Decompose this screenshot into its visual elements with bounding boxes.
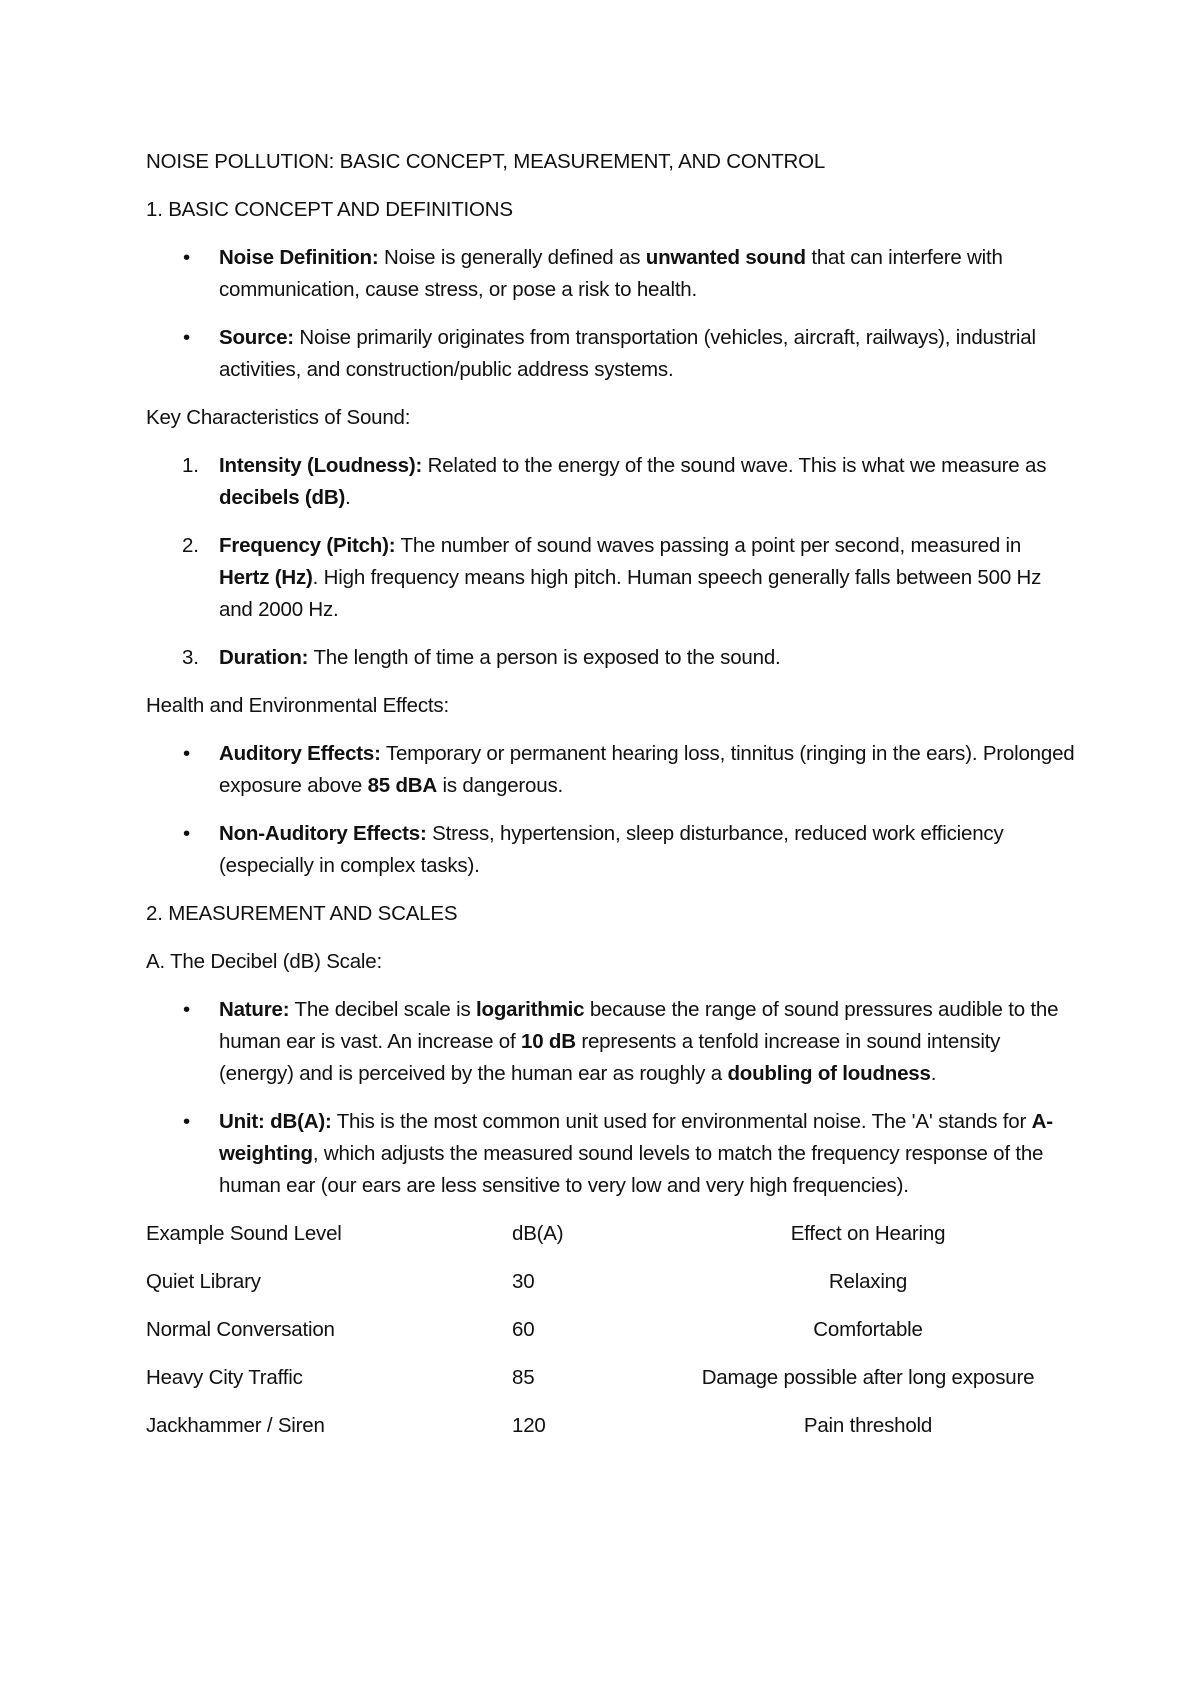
bullet-marker: • <box>183 326 190 349</box>
table-cell: Quiet Library <box>146 1270 261 1293</box>
table-cell: 60 <box>512 1318 535 1341</box>
table-row <box>146 1410 1076 1442</box>
section-1-heading: 1. BASIC CONCEPT AND DEFINITIONS <box>146 198 513 221</box>
item-text: because the range of sound pressures audible to the human ear is vast. An increase of <box>219 998 1059 1053</box>
decibel-scale-heading: A. The Decibel (dB) Scale: <box>146 950 382 973</box>
item-emphasis: A-weighting <box>219 1110 1053 1165</box>
number-marker: 2. <box>182 534 199 557</box>
item-text: is dangerous. <box>437 774 563 797</box>
item-text: The decibel scale is <box>289 998 477 1021</box>
item-label: Duration: <box>219 646 309 669</box>
table-cell: Normal Conversation <box>146 1318 335 1341</box>
table-cell: Jackhammer / Siren <box>146 1414 325 1437</box>
table-cell: Relaxing <box>828 1270 908 1293</box>
list-item <box>146 322 1076 386</box>
item-text: that can interfere with communication, cause stress, or pose a risk to health. <box>219 246 1003 301</box>
item-text: The number of sound waves passing a point per second, measured in <box>395 534 1022 557</box>
item-text: Noise primarily originates from transportation (vehicles, aircraft, railways), industrial activities, and construction/public address systems. <box>219 326 1036 381</box>
table-cell: Comfortable <box>813 1318 923 1341</box>
item-label: Source: <box>219 326 294 349</box>
list-item <box>146 818 1076 882</box>
item-emphasis: 10 dB <box>521 1030 576 1053</box>
list-item <box>146 530 1076 626</box>
definitions-list <box>146 242 1076 386</box>
table-cell: Pain threshold <box>803 1414 933 1437</box>
characteristics-heading: Key Characteristics of Sound: <box>146 406 411 429</box>
number-marker: 3. <box>182 646 199 669</box>
table-header-cell: Example Sound Level <box>146 1222 342 1245</box>
item-label: Unit: dB(A): <box>219 1110 332 1133</box>
item-emphasis: decibels (dB) <box>219 486 346 509</box>
decibel-list <box>146 994 1076 1202</box>
table-header-cell: Effect on Hearing <box>790 1222 946 1245</box>
table-row <box>146 1362 1076 1394</box>
item-text: represents a tenfold increase in sound intensity (energy) and is perceived by the human ear as roughly a <box>219 1030 1001 1085</box>
table-cell: 85 <box>512 1366 535 1389</box>
item-emphasis: unwanted sound <box>645 246 806 269</box>
item-text: Temporary or permanent hearing loss, tinnitus (ringing in the ears). Prolonged exposure above <box>219 742 1075 797</box>
item-text: Related to the energy of the sound wave. This is what we measure as <box>422 454 1047 477</box>
list-item <box>146 450 1076 514</box>
table-cell: 120 <box>512 1414 546 1437</box>
item-text: . <box>345 486 351 509</box>
bullet-marker: • <box>183 246 190 269</box>
item-text: This is the most common unit used for environmental noise. The 'A' stands for <box>331 1110 1032 1133</box>
number-marker: 1. <box>182 454 199 477</box>
item-label: Auditory Effects: <box>219 742 381 765</box>
item-label: Nature: <box>219 998 290 1021</box>
item-emphasis: Hertz (Hz) <box>219 566 313 589</box>
bullet-marker: • <box>183 822 190 845</box>
item-emphasis: logarithmic <box>476 998 585 1021</box>
list-item <box>146 242 1076 306</box>
table-cell: 30 <box>512 1270 535 1293</box>
item-text: Noise is generally defined as <box>378 246 646 269</box>
list-item <box>146 1106 1076 1202</box>
sound-level-table <box>146 1218 1076 1442</box>
table-header-cell: dB(A) <box>512 1222 564 1245</box>
table-cell: Damage possible after long exposure <box>701 1366 1035 1389</box>
effects-list <box>146 738 1076 882</box>
table-row <box>146 1314 1076 1346</box>
item-label: Frequency (Pitch): <box>219 534 396 557</box>
item-label: Non-Auditory Effects: <box>219 822 427 845</box>
effects-heading: Health and Environmental Effects: <box>146 694 449 717</box>
bullet-marker: • <box>183 998 190 1021</box>
list-item <box>146 738 1076 802</box>
table-row <box>146 1266 1076 1298</box>
list-item <box>146 994 1076 1090</box>
item-text: Stress, hypertension, sleep disturbance, reduced work efficiency (especially in complex tasks). <box>219 822 1004 877</box>
item-text: The length of time a person is exposed to the sound. <box>308 646 781 669</box>
item-label: Intensity (Loudness): <box>219 454 423 477</box>
item-text: . <box>930 1062 937 1085</box>
bullet-marker: • <box>183 742 190 765</box>
section-2-heading: 2. MEASUREMENT AND SCALES <box>146 902 458 925</box>
table-header-row <box>146 1218 1076 1250</box>
document-title: NOISE POLLUTION: BASIC CONCEPT, MEASUREMENT, AND CONTROL <box>146 150 826 173</box>
document-body <box>146 146 1076 1458</box>
item-label: Noise Definition: <box>219 246 379 269</box>
item-emphasis: doubling of loudness <box>727 1062 931 1085</box>
item-emphasis: 85 dBA <box>367 774 438 797</box>
bullet-marker: • <box>183 1110 190 1133</box>
item-text: . High frequency means high pitch. Human speech generally falls between 500 Hz and 2000 Hz. <box>219 566 1042 621</box>
list-item <box>146 642 1076 674</box>
characteristics-list <box>146 450 1076 674</box>
item-text: , which adjusts the measured sound levels to match the frequency response of the human ear (our ears are less sensitive to very low and very high frequencies). <box>219 1142 1044 1197</box>
table-cell: Heavy City Traffic <box>146 1366 303 1389</box>
